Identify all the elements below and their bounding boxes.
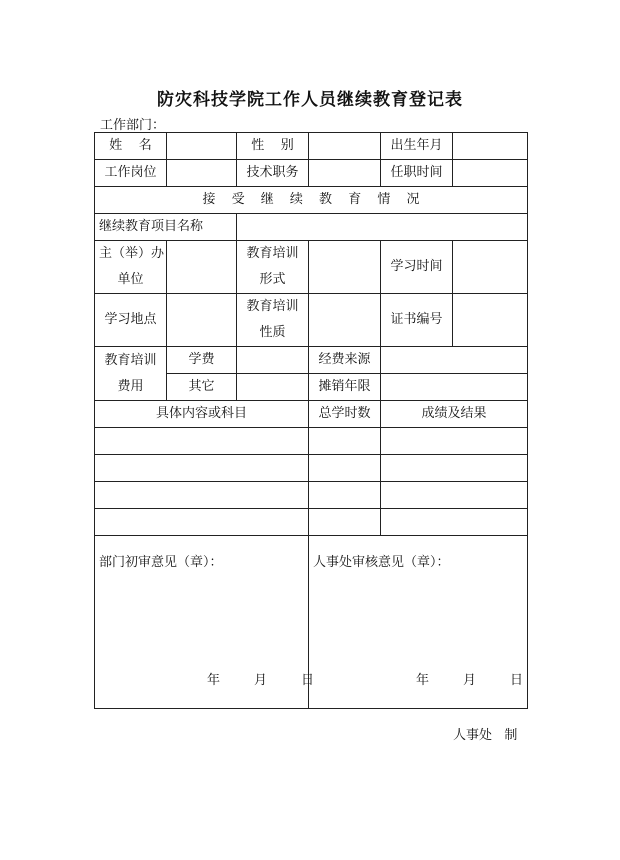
study-time-label: 学习时间: [381, 241, 453, 294]
project-name-label: 继续教育项目名称: [95, 214, 237, 241]
tenure-field[interactable]: [453, 160, 528, 187]
subject-field[interactable]: [95, 482, 309, 509]
birth-field[interactable]: [453, 133, 528, 160]
amortization-label: 摊销年限: [309, 374, 381, 401]
hours-field[interactable]: [309, 455, 381, 482]
tech-title-label: 技术职务: [237, 160, 309, 187]
form-title: 防灾科技学院工作人员继续教育登记表: [157, 90, 463, 110]
project-name-field[interactable]: [237, 214, 528, 241]
content-row: [95, 482, 528, 509]
post-label: 工作岗位: [95, 160, 167, 187]
fund-source-label: 经费来源: [309, 347, 381, 374]
gender-label: 性 别: [237, 133, 309, 160]
result-header: 成绩及结果: [381, 401, 528, 428]
total-hours-header: 总学时数: [309, 401, 381, 428]
content-row: [95, 428, 528, 455]
birth-label: 出生年月: [381, 133, 453, 160]
dept-opinion-date: 年 月 日: [207, 673, 315, 688]
result-field[interactable]: [381, 428, 528, 455]
fund-source-field[interactable]: [381, 347, 528, 374]
hours-field[interactable]: [309, 428, 381, 455]
training-nature-field[interactable]: [309, 294, 381, 347]
hr-opinion-box[interactable]: [309, 536, 528, 709]
work-department-label: 工作部门：: [100, 118, 166, 133]
amortization-field[interactable]: [381, 374, 528, 401]
section-header: 接 受 继 续 教 育 情 况: [95, 187, 528, 214]
training-form-field[interactable]: [309, 241, 381, 294]
subject-field[interactable]: [95, 455, 309, 482]
tuition-field[interactable]: [237, 347, 309, 374]
study-place-field[interactable]: [167, 294, 237, 347]
tenure-label: 任职时间: [381, 160, 453, 187]
subject-field[interactable]: [95, 509, 309, 536]
result-field[interactable]: [381, 482, 528, 509]
result-field[interactable]: [381, 509, 528, 536]
certificate-number-label: 证书编号: [381, 294, 453, 347]
hours-field[interactable]: [309, 509, 381, 536]
other-fee-field[interactable]: [237, 374, 309, 401]
hr-opinion-date: 年 月 日: [416, 673, 524, 688]
registration-form-table: [94, 132, 528, 709]
subject-header: 具体内容或科目: [95, 401, 309, 428]
study-time-field[interactable]: [453, 241, 528, 294]
certificate-number-field[interactable]: [453, 294, 528, 347]
dept-opinion-box[interactable]: [95, 536, 315, 709]
study-place-label: 学习地点: [95, 294, 167, 347]
subject-field[interactable]: [95, 428, 309, 455]
training-fee-label: 教育培训 费用: [95, 347, 167, 401]
tech-title-field[interactable]: [309, 160, 381, 187]
dept-opinion-label: 部门初审意见（章）：: [99, 555, 223, 570]
gender-field[interactable]: [309, 133, 381, 160]
training-form-label: 教育培训 形式: [237, 241, 309, 294]
content-row: [95, 509, 528, 536]
name-field[interactable]: [167, 133, 237, 160]
training-nature-label: 教育培训 性质: [237, 294, 309, 347]
other-fee-label: 其它: [167, 374, 237, 401]
tuition-label: 学费: [167, 347, 237, 374]
host-unit-field[interactable]: [167, 241, 237, 294]
hr-opinion-label: 人事处审核意见（章）：: [313, 555, 450, 570]
name-label: 姓 名: [95, 133, 167, 160]
post-field[interactable]: [167, 160, 237, 187]
content-row: [95, 455, 528, 482]
hours-field[interactable]: [309, 482, 381, 509]
result-field[interactable]: [381, 455, 528, 482]
footer-issuer: 人事处 制: [453, 728, 518, 743]
host-unit-label: 主（举）办 单位: [95, 241, 167, 294]
